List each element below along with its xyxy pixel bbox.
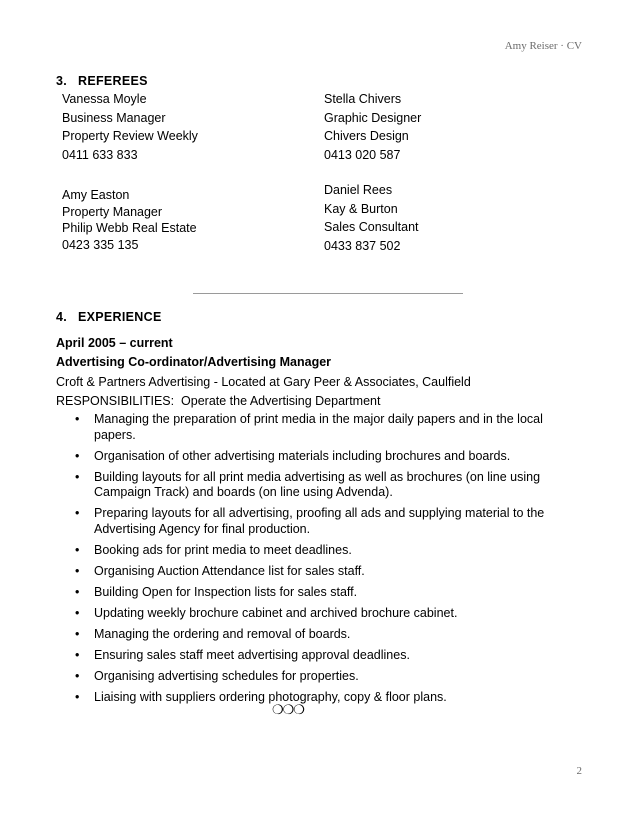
bullet-icon: • <box>75 563 80 578</box>
bullet-icon: • <box>75 647 80 662</box>
bullet-icon: • <box>75 626 80 641</box>
referee-name: Daniel Rees <box>324 183 393 197</box>
list-item: • Building layouts for all print media advertising as well as brochures (on line using Campaign Track) and boards (on line using Advenda). <box>75 469 541 499</box>
list-item: • Managing the ordering and removal of boards. <box>75 626 351 641</box>
referees-section-number: 3. <box>56 74 68 88</box>
running-header: Amy Reiser · CV <box>504 40 582 52</box>
referee-card <box>324 181 419 255</box>
job-position: Advertising Co-ordinator/Advertising Manager <box>56 355 332 369</box>
referee-company: Chivers Design <box>324 129 409 143</box>
bullet-icon: • <box>75 469 80 484</box>
job-employer: Croft & Partners Advertising - Located at Gary Peer & Associates, Caulfield <box>56 375 471 389</box>
bullet-icon: • <box>75 668 80 683</box>
bullet-icon: • <box>75 542 80 557</box>
experience-title: EXPERIENCE <box>78 310 162 324</box>
referee-company: Kay & Burton <box>324 201 398 216</box>
referee-role: Property Manager <box>62 204 163 219</box>
bullet-icon: • <box>75 506 80 520</box>
page-number: 2 <box>576 765 582 777</box>
referee-phone: 0433 837 502 <box>324 238 401 253</box>
bullet-icon: • <box>75 412 80 426</box>
referee-role: Business Manager <box>62 110 166 125</box>
bullet-icon: • <box>75 689 80 704</box>
list-item: • Building Open for Inspection lists for sales staff. <box>75 584 358 599</box>
referee-name: Amy Easton <box>62 188 130 202</box>
job-period: April 2005 – current <box>56 336 173 350</box>
list-item: • Booking ads for print media to meet deadlines. <box>75 542 352 557</box>
list-item: • Liaising with suppliers ordering photography, copy & floor plans. <box>75 689 447 704</box>
bullet-icon: • <box>75 605 80 620</box>
referees-heading <box>56 74 148 88</box>
bullet-icon: • <box>75 584 80 599</box>
section-divider <box>193 293 463 294</box>
referee-role: Graphic Designer <box>324 110 422 125</box>
referee-phone: 0423 335 135 <box>62 237 139 252</box>
referee-card <box>324 90 421 164</box>
responsibilities-line <box>56 394 380 408</box>
referee-company: Property Review Weekly <box>62 129 198 143</box>
experience-section-number: 4. <box>56 310 68 324</box>
list-item: • Ensuring sales staff meet advertising approval deadlines. <box>75 647 410 662</box>
list-item: • Organising advertising schedules for properties. <box>75 668 359 683</box>
referee-company: Philip Webb Real Estate <box>62 221 197 235</box>
referee-phone: 0411 633 833 <box>62 147 138 162</box>
referee-phone: 0413 020 587 <box>324 147 401 162</box>
referee-role: Sales Consultant <box>324 220 419 234</box>
referee-name: Stella Chivers <box>324 92 402 106</box>
responsibilities-text: Operate the Advertising Department <box>181 394 381 408</box>
responsibilities-label: RESPONSIBILITIES: <box>56 394 175 408</box>
ornament-icon: ❍❍❍ <box>272 702 304 717</box>
referee-name: Vanessa Moyle <box>62 92 147 106</box>
bullet-icon: • <box>75 448 80 463</box>
list-item: • Organising Auction Attendance list for sales staff. <box>75 563 365 578</box>
referee-card <box>62 187 197 253</box>
experience-heading <box>56 310 162 324</box>
list-item: • Preparing layouts for all advertising, proofing all ads and supplying material to the Advertising Agency for final production. <box>75 506 545 536</box>
responsibilities-list <box>56 412 586 711</box>
referee-card <box>62 90 198 164</box>
referees-title: REFEREES <box>78 74 148 88</box>
list-item: • Updating weekly brochure cabinet and archived brochure cabinet. <box>75 605 458 620</box>
list-item: • Organisation of other advertising materials including brochures and boards. <box>75 448 511 463</box>
list-item: • Managing the preparation of print media in the major daily papers and in the local papers. <box>75 412 543 442</box>
